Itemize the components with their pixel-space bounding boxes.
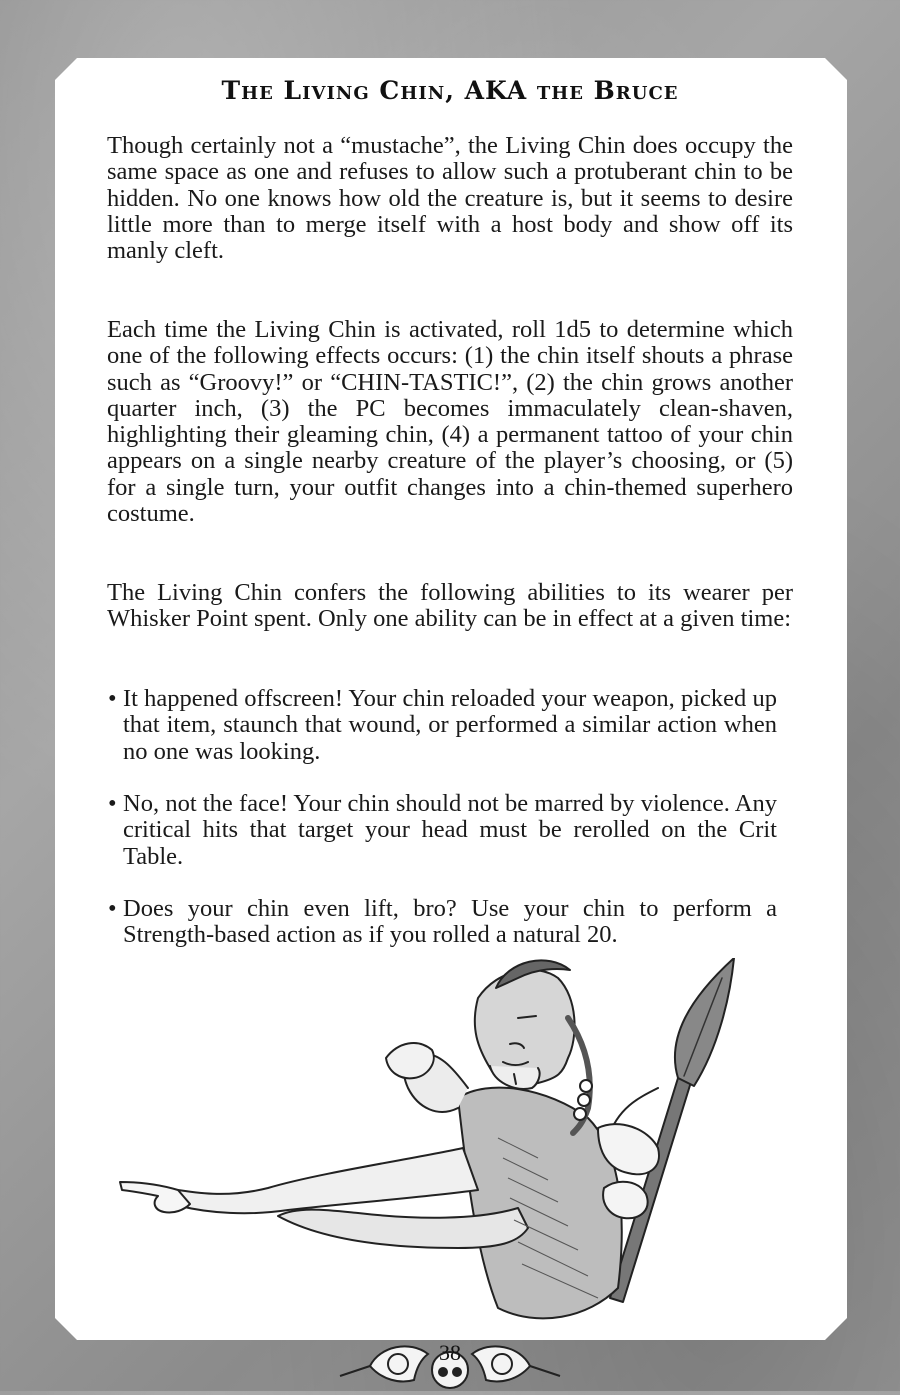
ability-item-not-the-face xyxy=(108,790,777,870)
ability-item-chin-lift xyxy=(108,895,777,949)
abilities-paragraph: The Living Chin confers the following abilities to its wearer per Whisker Point spent. Only one ability can be in effect at a given time: xyxy=(107,579,793,633)
ability-text: Does your chin even lift, bro? Use your chin to perform a Strength-based action as if you rolled a natural 20. xyxy=(123,895,777,949)
page-footer xyxy=(310,1336,590,1391)
bullet-icon: • xyxy=(108,790,117,817)
warrior-illustration xyxy=(118,958,808,1338)
bullet-icon: • xyxy=(108,895,117,922)
bullet-icon: • xyxy=(108,685,117,712)
ability-item-offscreen xyxy=(108,685,777,765)
page-number: 38 xyxy=(439,1340,461,1365)
ability-text: It happened offscreen! Your chin reloaded your weapon, picked up that item, staunch that wound, or performed a similar action when no one was looking. xyxy=(123,685,777,765)
effects-paragraph: Each time the Living Chin is activated, roll 1d5 to determine which one of the following effects occurs: (1) the chin itself shouts a phrase such as “Groovy!” or “CHIN-TASTIC!”, (2) the chin grows another quarter inch, (3) the PC becomes immaculately clean-shaven, highlighting their gleaming chin, (4) a permanent tattoo of your chin appears on a single nearby creature of the player’s choosing, or (5) for a single turn, your outfit changes into a chin-themed superhero costume. xyxy=(107,316,793,528)
ability-text: No, not the face! Your chin should not be marred by violence. Any critical hits that target your head must be rerolled on the Crit Table. xyxy=(123,790,777,870)
intro-paragraph: Though certainly not a “mustache”, the Living Chin does occupy the same space as one and refuses to allow such a protuberant chin to be hidden. No one knows how old the creature is, but it seems to desire little more than to merge itself with a host body and show off its manly cleft. xyxy=(107,132,793,265)
page-title: The Living Chin, AKA the Bruce xyxy=(221,76,679,105)
